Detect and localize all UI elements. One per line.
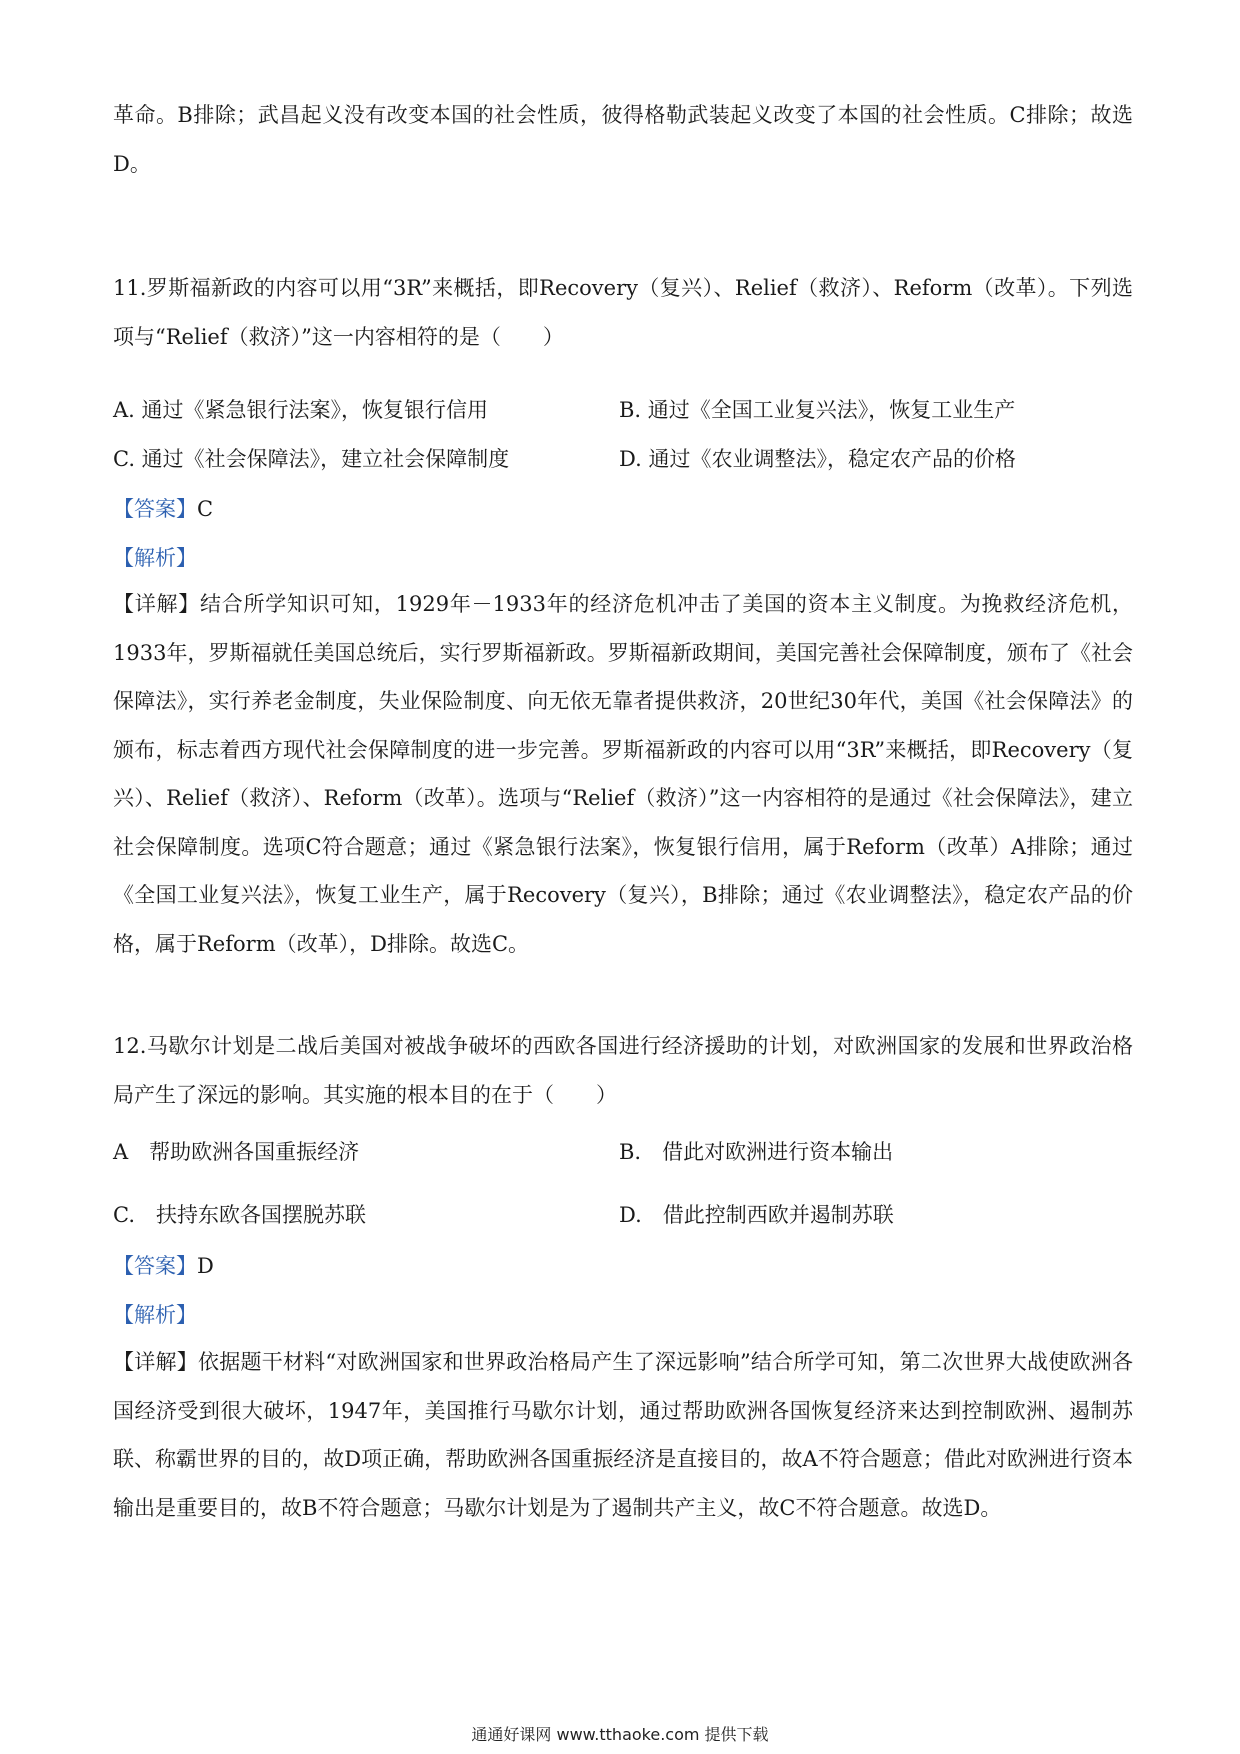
q12-detail-text: 依据题干材料“对欧洲国家和世界政治格局产生了深远影响”结合所学可知，第二次世界大战使欧洲各国经济受到很大破坏，1947年，美国推行马歇尔计划，通过帮助欧洲各国恢复经济来达到控制欧洲、遏制苏联、称霸世界的目的，故D项正确，帮助欧洲各国重振经济是直接目的，故A不符合题意；借此对欧洲进行资本输出是重要目的，故B不符合题意；马歇尔计划是为了遏制共产主义，故C不符合题意。故选D。 <box>113 1350 1134 1520</box>
q11-detail-tag: 【详解】 <box>113 592 200 616</box>
q12-answer-tag: 【答案】 <box>113 1254 197 1278</box>
q11-answer-tag: 【答案】 <box>113 497 197 521</box>
q12-option-b: B. 借此对欧洲进行资本输出 <box>619 1140 894 1164</box>
q11-answer <box>113 494 213 524</box>
q12-option-a: A 帮助欧洲各国重振经济 <box>113 1140 360 1164</box>
q11-detail-text: 结合所学知识可知，1929年－1933年的经济危机冲击了美国的资本主义制度。为挽救经济危机，1933年，罗斯福就任美国总统后，实行罗斯福新政。罗斯福新政期间，美国完善社会保障制度，颁布了《社会保障法》，实行养老金制度，失业保险制度、向无依无靠者提供救济，20世纪30年代，美国《社会保障法》的颁布，标志着西方现代社会保障制度的进一步完善。罗斯福新政的内容可以用“3R”来概括，即Recovery（复兴）、Relief（救济）、Reform（改革）。选项与“Relief（救济）”这一内容相符的是通过《社会保障法》，建立社会保障制度。选项C符合题意；通过《紧急银行法案》，恢复银行信用，属于Reform（改革）A排除；通过《全国工业复兴法》，恢复工业生产，属于Recovery（复兴），B排除；通过《农业调整法》，稳定农产品的价格，属于Reform（改革），D排除。故选C。 <box>113 592 1133 956</box>
q12-stem: 12.马歇尔计划是二战后美国对被战争破坏的西欧各国进行经济援助的计划，对欧洲国家的发展和世界政治格局产生了深远的影响。其实施的根本目的在于（ ） <box>113 1034 1133 1107</box>
q12-answer <box>113 1251 214 1281</box>
q11-option-b: B. 通过《全国工业复兴法》，恢复工业生产 <box>619 398 1016 422</box>
q11-answer-value: C <box>197 497 214 521</box>
q11-analysis-tag: 【解析】 <box>113 546 197 570</box>
q12-analysis-tag: 【解析】 <box>113 1303 197 1327</box>
q12-option-c: C. 扶持东欧各国摆脱苏联 <box>113 1203 366 1227</box>
q11-detail <box>113 580 1133 968</box>
q11-stem: 11.罗斯福新政的内容可以用“3R”来概括，即Recovery（复兴）、Relief（救济）、Reform（改革）。下列选项与“Relief（救济）”这一内容相符的是（ ） <box>113 276 1133 349</box>
q12-answer-value: D <box>197 1254 214 1278</box>
q11-option-c: C. 通过《社会保障法》，建立社会保障制度 <box>113 447 510 471</box>
page-footer: 通通好课网 www.tthaoke.com 提供下载 <box>471 1725 769 1744</box>
q12-detail <box>113 1338 1133 1532</box>
q11-option-a: A. 通过《紧急银行法案》，恢复银行信用 <box>113 398 489 422</box>
q11-option-d: D. 通过《农业调整法》，稳定农产品的价格 <box>619 447 1016 471</box>
intro-paragraph: 革命。B排除；武昌起义没有改变本国的社会性质，彼得格勒武装起义改变了本国的社会性质。C排除；故选D。 <box>113 103 1133 176</box>
q12-detail-tag: 【详解】 <box>113 1350 198 1374</box>
q12-option-d: D. 借此控制西欧并遏制苏联 <box>619 1203 894 1227</box>
